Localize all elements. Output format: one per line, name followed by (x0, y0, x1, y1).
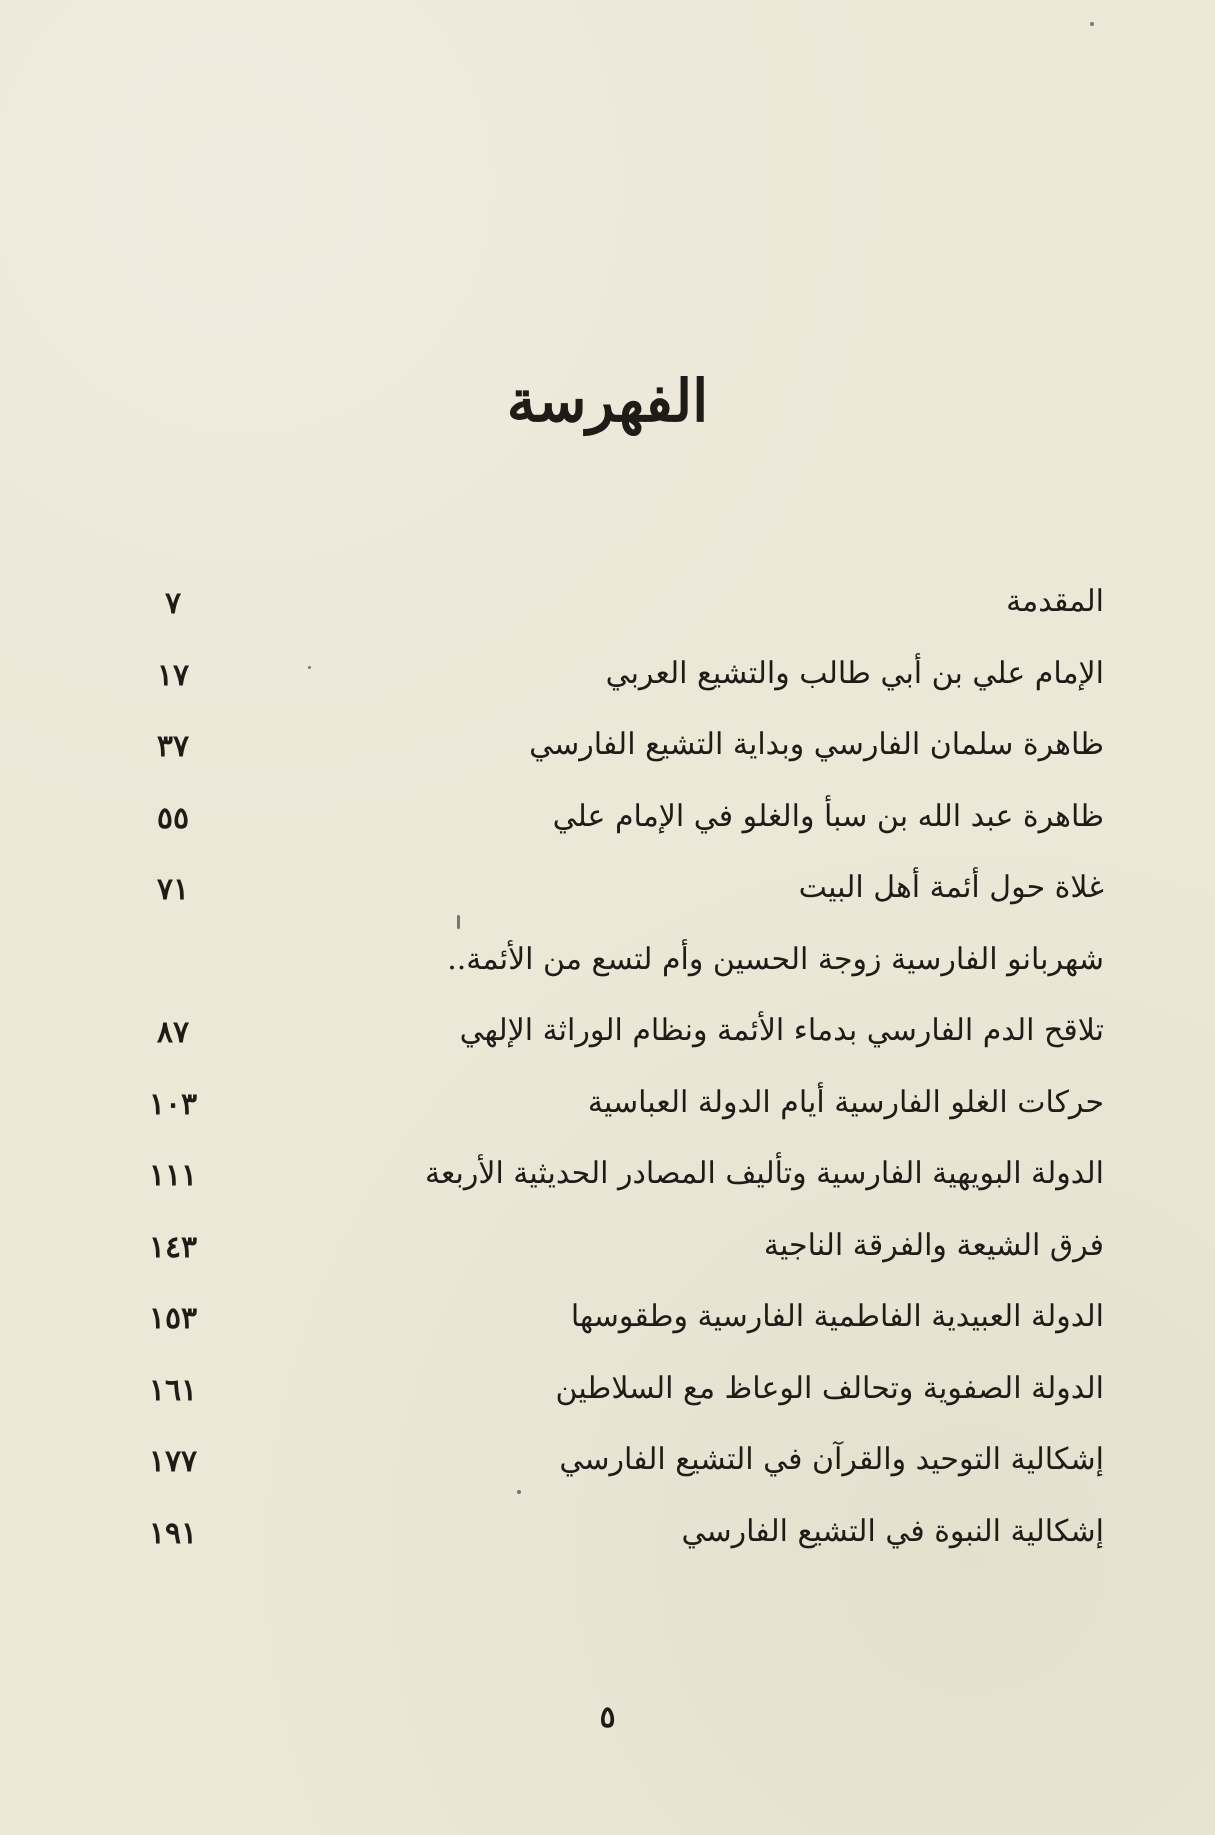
toc-entry-title: غلاة حول أئمة أهل البيت (798, 870, 1104, 905)
toc-row (138, 585, 1104, 657)
toc-page-number: ١٠٣ (148, 1086, 198, 1122)
toc-page-number: ١٧ (156, 657, 190, 693)
paper-speck (308, 666, 311, 669)
toc-entry-title: الدولة البويهية الفارسية وتأليف المصادر الحديثية الأربعة (424, 1156, 1104, 1191)
toc-row (138, 871, 1104, 943)
toc-entry-title: إشكالية النبوة في التشيع الفارسي (681, 1513, 1104, 1549)
toc-row (138, 1300, 1104, 1372)
toc-entry-title: تلاقح الدم الفارسي بدماء الأئمة ونظام الوراثة الإلهي (459, 1013, 1104, 1048)
toc-page-number: ١٦١ (148, 1372, 198, 1408)
toc-entry-title: ظاهرة عبد الله بن سبأ والغلو في الإمام علي (552, 798, 1104, 834)
paper-speck (1090, 22, 1094, 26)
toc-row (138, 1229, 1104, 1301)
toc-page-number: ١٥٣ (148, 1301, 198, 1336)
toc-row (138, 1443, 1104, 1515)
toc-page-number: ٧ (164, 586, 182, 621)
toc-row (138, 1086, 1104, 1158)
toc-row (138, 1372, 1104, 1444)
toc-page-number: ١١١ (148, 1158, 198, 1193)
toc-entry-title: الدولة العبيدية الفاطمية الفارسية وطقوسها (570, 1299, 1104, 1334)
toc-page-number: ١٧٧ (148, 1444, 198, 1479)
toc-entry-title: فرق الشيعة والفرقة الناجية (763, 1227, 1104, 1263)
toc-entry-title: المقدمة (1006, 584, 1104, 619)
toc-page-number: ١٤٣ (148, 1229, 198, 1265)
toc-row (138, 657, 1104, 729)
toc-entry-title: حركات الغلو الفارسية أيام الدولة العباسية (587, 1084, 1104, 1120)
toc-row (138, 943, 1104, 1015)
table-of-contents (138, 585, 1104, 1586)
toc-entry-title: إشكالية التوحيد والقرآن في التشيع الفارسي (559, 1442, 1104, 1477)
toc-entry-title: ظاهرة سلمان الفارسي وبداية التشيع الفارسي (529, 727, 1104, 762)
page-title: الفهرسة (506, 367, 709, 435)
toc-entry-title: شهربانو الفارسية زوجة الحسين وأم لتسع من الأئمة.. (447, 941, 1104, 977)
paper-speck (457, 915, 460, 929)
toc-entry-title: الإمام علي بن أبي طالب والتشيع العربي (605, 655, 1104, 691)
toc-row (138, 1014, 1104, 1086)
page-number-footer: ٥ (599, 1700, 616, 1735)
toc-page-number: ٥٥ (156, 800, 190, 836)
paper-speck (517, 1490, 521, 1494)
toc-row (138, 728, 1104, 800)
toc-entry-title: الدولة الصفوية وتحالف الوعاظ مع السلاطين (555, 1370, 1104, 1406)
toc-row (138, 1515, 1104, 1587)
toc-page-number: ٧١ (156, 872, 190, 907)
toc-row (138, 1157, 1104, 1229)
toc-page-number: ١٩١ (148, 1515, 198, 1551)
toc-page-number: ٨٧ (156, 1015, 190, 1050)
toc-row (138, 800, 1104, 872)
toc-page-number: ٣٧ (156, 729, 190, 764)
